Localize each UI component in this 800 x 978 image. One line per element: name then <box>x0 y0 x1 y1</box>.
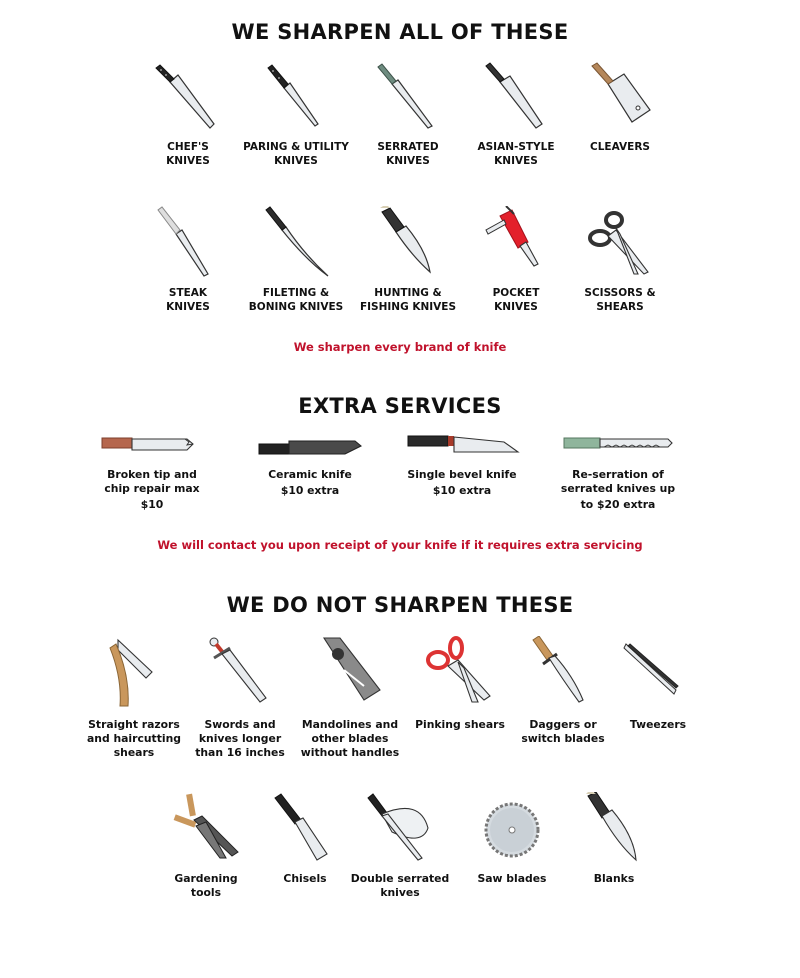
scissors-label: SCISSORS & SHEARS <box>584 287 656 313</box>
mandoline-icon <box>310 636 390 718</box>
single-bevel-label: Single bevel knife $10 extra <box>407 468 517 497</box>
saw-blade-icon <box>472 792 552 872</box>
sword-label: Swords and knives longer than 16 inches <box>195 718 285 759</box>
item-asian-knife <box>456 62 576 168</box>
item-blank <box>554 792 674 886</box>
asian-knife-icon <box>476 62 556 140</box>
tweezers-icon <box>618 636 698 718</box>
chefs-knife-label: CHEF'S KNIVES <box>166 141 210 167</box>
sharpen-heading: WE SHARPEN ALL OF THESE <box>231 20 569 44</box>
paring-knife-label: PARING & UTILITY KNIVES <box>243 141 349 167</box>
steak-knife-label: STEAK KNIVES <box>166 287 210 313</box>
saw-blade-label: Saw blades <box>477 872 547 885</box>
serrated-knife-label: SERRATED KNIVES <box>377 141 439 167</box>
paring-knife-icon <box>256 62 336 140</box>
item-mandoline <box>290 636 410 760</box>
double-serrated-label: Double serrated knives <box>350 872 450 899</box>
sword-icon <box>200 636 280 718</box>
double-serrated-knife-icon <box>360 792 440 872</box>
broken-tip-label: Broken tip and chip repair max $10 <box>104 468 200 511</box>
serrated-knife-icon <box>368 62 448 140</box>
ceramic-label: Ceramic knife $10 extra <box>268 468 352 497</box>
item-paring-knife <box>236 62 356 168</box>
gardening-tools-icon <box>166 792 246 872</box>
item-sword <box>180 636 300 760</box>
chisel-label: Chisels <box>283 872 327 885</box>
fileting-knife-label: FILETING & BONING KNIVES <box>248 287 344 313</box>
straight-razor-icon <box>94 636 174 718</box>
straight-razor-label: Straight razors and haircutting shears <box>87 718 181 759</box>
item-reserration <box>558 432 678 512</box>
pinking-shears-label: Pinking shears <box>415 718 505 731</box>
item-ceramic <box>250 432 370 498</box>
item-hunting-knife <box>348 206 468 314</box>
item-double-serrated <box>340 792 460 900</box>
gardening-tools-label: Gardening tools <box>174 872 238 899</box>
chisel-icon <box>265 792 345 872</box>
item-chefs-knife <box>128 62 248 168</box>
item-pocket-knife <box>456 206 576 314</box>
steak-knife-icon <box>148 206 228 286</box>
single-bevel-knife-icon <box>404 432 520 468</box>
item-tweezers <box>598 636 718 732</box>
cleaver-icon <box>580 62 660 140</box>
asian-knife-label: ASIAN-STYLE KNIVES <box>477 141 555 167</box>
contact-note: We will contact you upon receipt of your knife if it requires extra servicing <box>157 538 643 552</box>
hunting-knife-icon <box>368 206 448 286</box>
scissors-icon <box>580 206 660 286</box>
blank-label: Blanks <box>593 872 635 885</box>
item-serrated-knife <box>348 62 468 168</box>
item-single-bevel <box>402 432 522 498</box>
broken-tip-knife-icon <box>97 432 207 468</box>
brand-note: We sharpen every brand of knife <box>293 340 507 354</box>
blank-knife-icon <box>574 792 654 872</box>
reserration-knife-icon <box>560 432 676 468</box>
item-scissors <box>560 206 680 314</box>
pinking-shears-icon <box>420 636 500 718</box>
item-cleaver <box>560 62 680 154</box>
pocket-knife-icon <box>476 206 556 286</box>
dagger-label: Daggers or switch blades <box>521 718 605 745</box>
do-not-sharpen-heading: WE DO NOT SHARPEN THESE <box>226 593 574 617</box>
dagger-icon <box>523 636 603 718</box>
reserration-label: Re-serration of serrated knives up to $20 extra <box>560 468 676 511</box>
item-steak-knife <box>128 206 248 314</box>
fileting-knife-icon <box>256 206 336 286</box>
item-broken-tip <box>92 432 212 512</box>
hunting-knife-label: HUNTING & FISHING KNIVES <box>359 287 457 313</box>
extra-services-heading: EXTRA SERVICES <box>298 394 502 418</box>
ceramic-knife-icon <box>255 432 365 468</box>
item-pinking-shears <box>400 636 520 732</box>
cleaver-label: CLEAVERS <box>590 141 650 153</box>
tweezers-label: Tweezers <box>629 718 687 731</box>
item-fileting-knife <box>236 206 356 314</box>
chefs-knife-icon <box>148 62 228 140</box>
pocket-knife-label: POCKET KNIVES <box>492 287 540 313</box>
mandoline-label: Mandolines and other blades without handles <box>300 718 400 759</box>
item-straight-razor <box>74 636 194 760</box>
